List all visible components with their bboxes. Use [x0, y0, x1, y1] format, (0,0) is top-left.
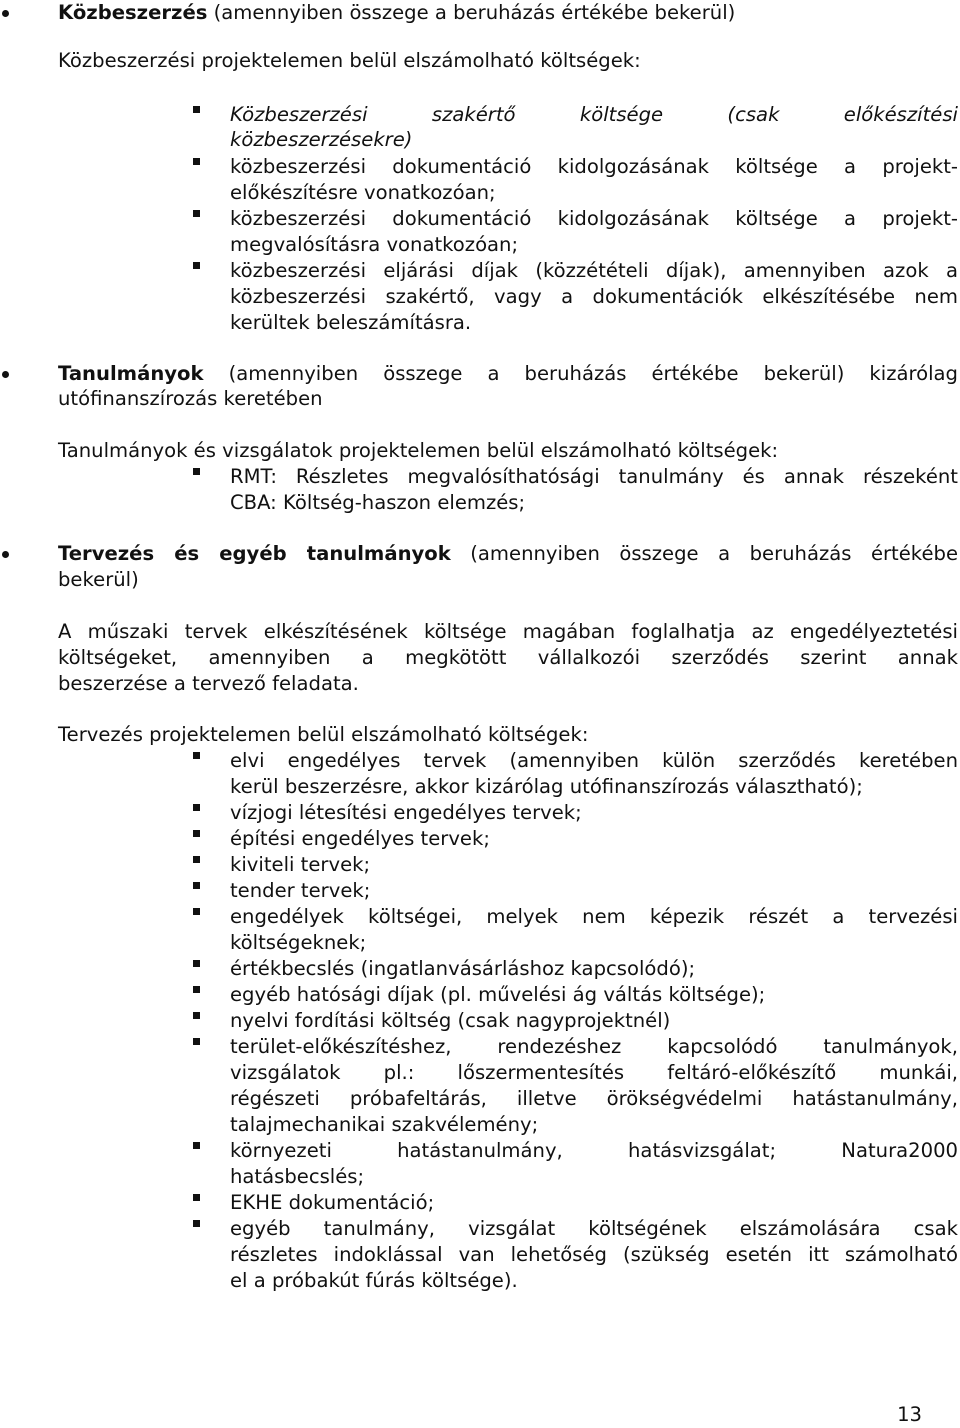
sec1-heading [58, 0, 735, 26]
list-item-line: közbeszerzésekre) [230, 128, 413, 151]
bullet-square [193, 468, 200, 475]
list-item-line: környezeti hatástanulmány, hatásvizsgálat; Natura2000 [230, 1139, 958, 1162]
bullet-square [193, 106, 200, 113]
list-item-line: CBA: Költség-haszon elemzés; [230, 491, 526, 514]
bullet-square [193, 210, 200, 217]
list-item-line: régészeti próbafeltárás, illetve örökségvédelmi hatástanulmány, [230, 1087, 958, 1110]
list-item-line: előkészítésre vonatkozóan; [230, 181, 496, 204]
list-item-line: hatásbecslés; [230, 1165, 365, 1188]
list-item-line: terület-előkészítéshez, rendezéshez kapcsolódó tanulmányok, [230, 1035, 958, 1058]
bullet-square [193, 1194, 200, 1201]
list-item-line: nyelvi fordítási költség (csak nagyprojektnél) [230, 1009, 671, 1032]
sec1-intro: Közbeszerzési projektelemen belül elszámolható költségek: [58, 49, 641, 72]
paragraph-line: A műszaki tervek elkészítésének költsége magában foglalhatja az engedélyeztetési [58, 620, 958, 643]
list-item-line: értékbecslés (ingatlanvásárláshoz kapcsolódó); [230, 957, 696, 980]
list-item-line: engedélyek költségei, melyek nem képezik részét a tervezési [230, 905, 958, 928]
list-item-line: közbeszerzési dokumentáció kidolgozásának költsége a projekt- [230, 155, 958, 178]
bullet-square [193, 830, 200, 837]
bullet-square [193, 908, 200, 915]
list-item-line: költségeknek; [230, 931, 367, 954]
bullet-dot [2, 551, 9, 558]
list-item-line: egyéb tanulmány, vizsgálat költségének elszámolására csak [230, 1217, 958, 1240]
paragraph-line: beszerzése a tervező feladata. [58, 672, 359, 695]
list-item-line: közbeszerzési eljárási díjak (közzétételi díjak), amennyiben azok a [230, 259, 958, 282]
list-item-line: egyéb hatósági díjak (pl. művelési ág váltás költsége); [230, 983, 766, 1006]
bullet-square [193, 1038, 200, 1045]
list-item-line: vízjogi létesítési engedélyes tervek; [230, 801, 582, 824]
sec2-title-rest: (amennyiben összege a beruházás értékébe bekerül) kizárólag [203, 362, 958, 385]
bullet-dot [2, 10, 9, 17]
bullet-square [193, 856, 200, 863]
list-item-line: kerültek beleszámításra. [230, 311, 472, 334]
bullet-square [193, 1012, 200, 1019]
list-item-line: közbeszerzési dokumentáció kidolgozásának költsége a projekt- [230, 207, 958, 230]
sec3-intro: Tervezés projektelemen belül elszámolható költségek: [58, 723, 589, 746]
list-item-line: RMT: Részletes megvalósíthatósági tanulmány és annak részeként [230, 465, 958, 488]
bullet-square [193, 1220, 200, 1227]
list-item-line: el a próbakút fúrás költsége). [230, 1269, 518, 1292]
list-item-line: kiviteli tervek; [230, 853, 371, 876]
bullet-square [193, 986, 200, 993]
list-item-line: közbeszerzési szakértő, vagy a dokumentációk elkészítésébe nem [230, 285, 958, 308]
sec1-title: Közbeszerzés [58, 1, 208, 24]
sec3-heading [58, 541, 958, 567]
sec1-title-rest: (amennyiben összege a beruházás értékébe bekerül) [207, 1, 736, 24]
bullet-dot [2, 371, 9, 378]
sec2-heading [58, 361, 958, 387]
list-item-line: megvalósításra vonatkozóan; [230, 233, 519, 256]
list-item-line: vizsgálatok pl.: lőszermentesítés feltáró-előkészítő munkái, [230, 1061, 958, 1084]
bullet-square [193, 882, 200, 889]
bullet-square [193, 804, 200, 811]
list-item-line: elvi engedélyes tervek (amennyiben külön szerződés keretében [230, 749, 958, 772]
sec2-intro: Tanulmányok és vizsgálatok projektelemen belül elszámolható költségek: [58, 439, 779, 462]
bullet-square [193, 752, 200, 759]
list-item-line: építési engedélyes tervek; [230, 827, 490, 850]
sec2-title: Tanulmányok [58, 362, 204, 385]
list-item-line: tender tervek; [230, 879, 371, 902]
list-item-line: kerül beszerzésre, akkor kizárólag utófinanszírozás választható); [230, 775, 863, 798]
list-item-line: Közbeszerzési szakértő költsége (csak előkészítési [230, 103, 958, 126]
bullet-square [193, 1142, 200, 1149]
bullet-square [193, 262, 200, 269]
list-item-line: részletes indoklással van lehetőség (szükség esetén itt számolható [230, 1243, 958, 1266]
list-item-line: EKHE dokumentáció; [230, 1191, 435, 1214]
bullet-square [193, 960, 200, 967]
list-item-line: talajmechanikai szakvélemény; [230, 1113, 539, 1136]
sec3-title: Tervezés és egyéb tanulmányok [58, 542, 451, 565]
sec3-heading-line2: bekerül) [58, 568, 139, 591]
paragraph-line: költségeket, amennyiben a megkötött vállalkozói szerződés szerint annak [58, 646, 958, 669]
sec2-heading-line2: utófinanszírozás keretében [58, 387, 323, 410]
sec3-title-rest: (amennyiben összege a beruházás értékébe [450, 542, 958, 565]
page-number: 13 [897, 1403, 922, 1426]
bullet-square [193, 158, 200, 165]
